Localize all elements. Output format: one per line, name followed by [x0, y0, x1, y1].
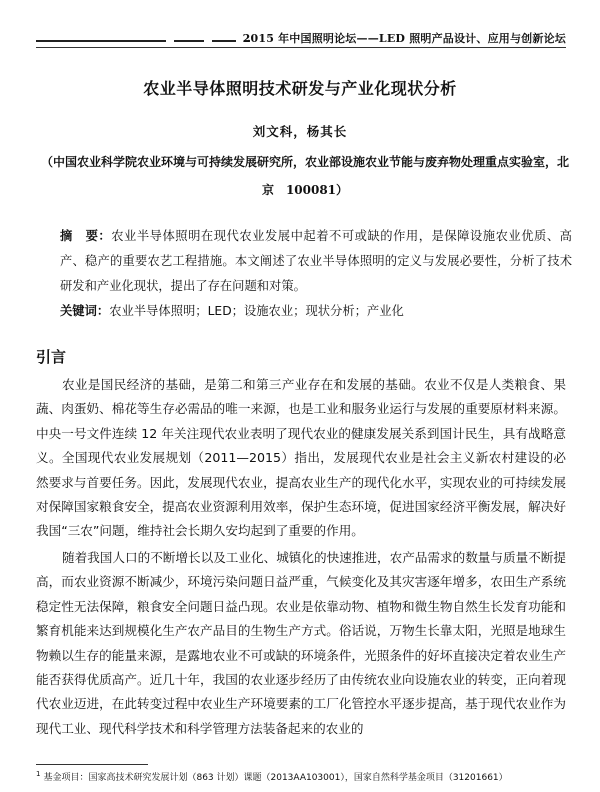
footnote-mark: 1 — [36, 770, 41, 778]
abstract-label: 摘 要： — [60, 229, 112, 243]
body-paragraph: 农业是国民经济的基础，是第二和第三产业存在和发展的基础。农业不仅是人类粮食、果蔬、肉蛋奶、棉花等生存必需品的唯一来源，也是工业和服务业运行与发展的重要原材料来源。中央一号文件连续 12 年关注现代农业表明了现代农业的健康发展关系到国计民生，具有战略意义。全国现代农业发展规划（2011—2015）指出，发展现代农业是社会主义新农村建设的必然要求与首要任务。因此，发展现代农业，提高农业生产的现代化水平，实现农业的可持续发展对保障国家粮食安全，提高农业资源利用效率，保护生态环境，促进国家经济平衡发展，解决好我国“三农”问题，维持社会长期久安均起到了重要的作用。 — [36, 377, 566, 539]
footnote — [36, 768, 576, 784]
abstract-text: 农业半导体照明在现代农业发展中起着不可或缺的作用，是保障设施农业优质、高产、稳产的重要农艺工程措施。本文阐述了农业半导体照明的定义与发展必要性，分析了技术研发和产业化现状，提出了存在问题和对策。 — [60, 229, 572, 293]
header-decorative-dashes — [36, 40, 266, 42]
paper-title: 农业半导体照明技术研发与产业化现状分析 — [143, 79, 457, 98]
keywords-text: 农业半导体照明；LED；设施农业；现状分析；产业化 — [109, 304, 404, 318]
running-header-text: 2015 年中国照明论坛——LED 照明产品设计、应用与创新论坛 — [242, 32, 566, 45]
running-header — [36, 22, 566, 50]
footnote-rule — [36, 764, 148, 765]
footnote-text: 基金项目：国家高技术研究发展计划（863 计划）课题（2013AA103001），国家自然科学基金项目（31201661） — [43, 773, 508, 783]
keywords-label: 关键词： — [60, 304, 110, 318]
keywords — [60, 300, 572, 322]
section-heading-introduction: 引言 — [36, 348, 67, 366]
header-rule — [36, 47, 566, 48]
authors: 刘文科，杨其长 — [252, 124, 348, 139]
abstract — [60, 224, 572, 299]
affiliation: （中国农业科学院农业环境与可持续发展研究所，农业部设施农业节能与废弃物处理重点实验室，北京 100081） — [40, 155, 569, 197]
body-paragraph: 随着我国人口的不断增长以及工业化、城镇化的快速推进，农产品需求的数量与质量不断提高，而农业资源不断减少，环境污染问题日益严重，气候变化及其灾害逐年增多，农田生产系统稳定性无法保障，粮食安全问题日益凸现。农业是依靠动物、植物和微生物自然生长发育功能和繁育机能来达到规模化生产农产品目的生物生产方式。俗话说，万物生长靠太阳，光照是地球生物赖以生存的能量来源，是露地农业不可或缺的环境条件，光照条件的好坏直接决定着农业生产能否获得优质高产。近几十年，我国的农业逐步经历了由传统农业向设施农业的转变，正向着现代农业迈进，在此转变过程中农业生产环境要素的工厂化管控水平逐步提高，基于现代农业作为现代工业、现代科学技术和科学管理方法装备起来的农业的 — [36, 550, 566, 736]
